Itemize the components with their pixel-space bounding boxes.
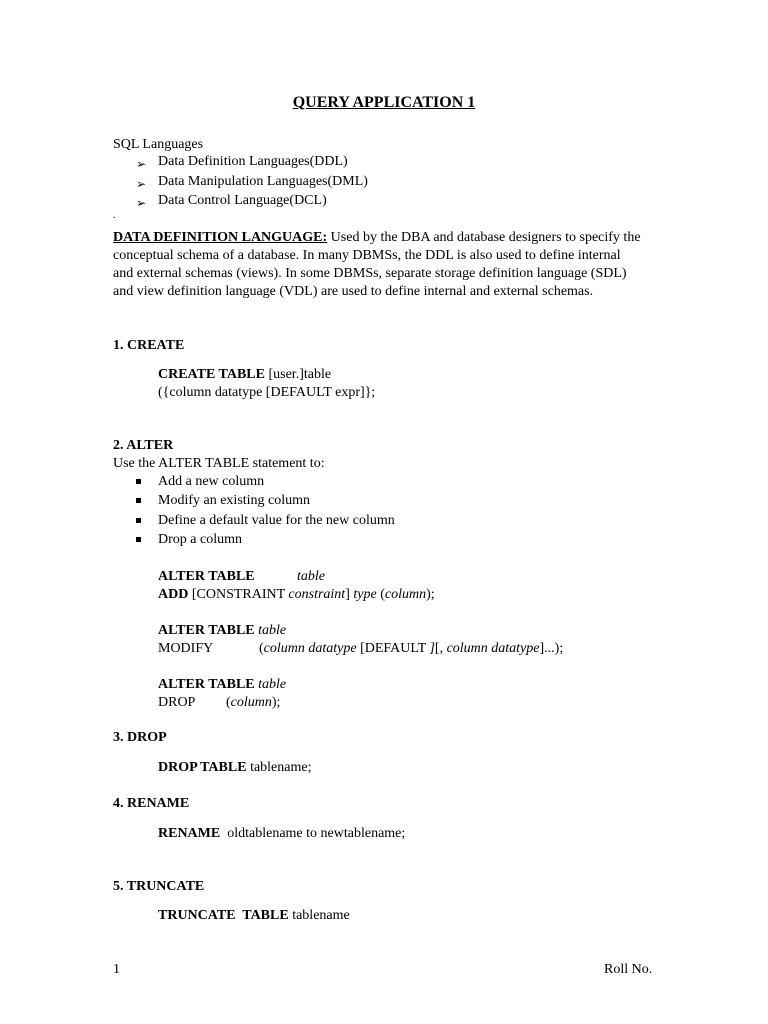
arrow-bullet-icon: ➢ bbox=[136, 177, 147, 191]
list-item: Data Control Language(DCL) bbox=[158, 193, 327, 208]
truncate-syntax: TRUNCATE TABLE tablename bbox=[158, 908, 350, 923]
page-title: QUERY APPLICATION 1 bbox=[292, 94, 476, 111]
alter-add-line: ADD [CONSTRAINT constraint] type (column); bbox=[158, 587, 435, 602]
list-item: Modify an existing column bbox=[158, 493, 311, 508]
roll-number-label: Roll No. bbox=[604, 962, 653, 977]
section-heading-truncate: 5. TRUNCATE bbox=[113, 879, 205, 894]
alter-drop-args: (column); bbox=[226, 695, 281, 710]
list-item: Data Manipulation Languages(DML) bbox=[158, 174, 368, 189]
ddl-text: Used by the DBA and database designers to specify the conceptual schema of a database. In many DBMSs, the DDL is also used to define internal and external schemas (views). In some DBMSs, separate storage definition language (SDL) and view definition language (VDL) are used to define internal and external schemas. bbox=[113, 230, 641, 299]
list-item: Add a new column bbox=[158, 474, 265, 489]
list-item: Drop a column bbox=[158, 532, 242, 547]
create-syntax-line2: ({column datatype [DEFAULT expr]}; bbox=[158, 385, 376, 400]
drop-syntax: DROP TABLE tablename; bbox=[158, 760, 312, 775]
section-heading-rename: 4. RENAME bbox=[113, 796, 190, 811]
alter-intro: Use the ALTER TABLE statement to: bbox=[113, 456, 325, 471]
section-heading-alter: 2. ALTER bbox=[113, 438, 174, 453]
alter-modify-line1: ALTER TABLE table bbox=[158, 623, 287, 638]
rename-syntax: RENAME oldtablename to newtablename; bbox=[158, 826, 406, 841]
list-item: Data Definition Languages(DDL) bbox=[158, 154, 348, 169]
square-bullet-icon bbox=[136, 537, 141, 542]
alter-drop-keyword: DROP bbox=[158, 695, 196, 710]
square-bullet-icon bbox=[136, 479, 141, 484]
ddl-label: DATA DEFINITION LANGUAGE: bbox=[113, 230, 328, 245]
arrow-bullet-icon: ➢ bbox=[136, 196, 147, 210]
square-bullet-icon bbox=[136, 518, 141, 523]
section-heading-create: 1. CREATE bbox=[113, 338, 185, 353]
arrow-bullet-icon: ➢ bbox=[136, 157, 147, 171]
page-number: 1 bbox=[113, 962, 120, 977]
alter-drop-line1: ALTER TABLE table bbox=[158, 677, 287, 692]
list-item: Define a default value for the new column bbox=[158, 513, 395, 528]
create-syntax-line1: CREATE TABLE [user.]table bbox=[158, 367, 332, 382]
sql-languages-label: SQL Languages bbox=[113, 137, 204, 152]
square-bullet-icon bbox=[136, 498, 141, 503]
ddl-paragraph bbox=[113, 229, 643, 301]
alter-add-table: table bbox=[297, 569, 325, 584]
alter-add-keyword: ALTER TABLE bbox=[158, 569, 255, 584]
stray-dot: . bbox=[113, 210, 116, 221]
section-heading-drop: 3. DROP bbox=[113, 730, 167, 745]
alter-modify-keyword: MODIFY bbox=[158, 641, 214, 656]
alter-modify-args: (column datatype [DEFAULT ][, column datatype]...); bbox=[259, 641, 564, 656]
